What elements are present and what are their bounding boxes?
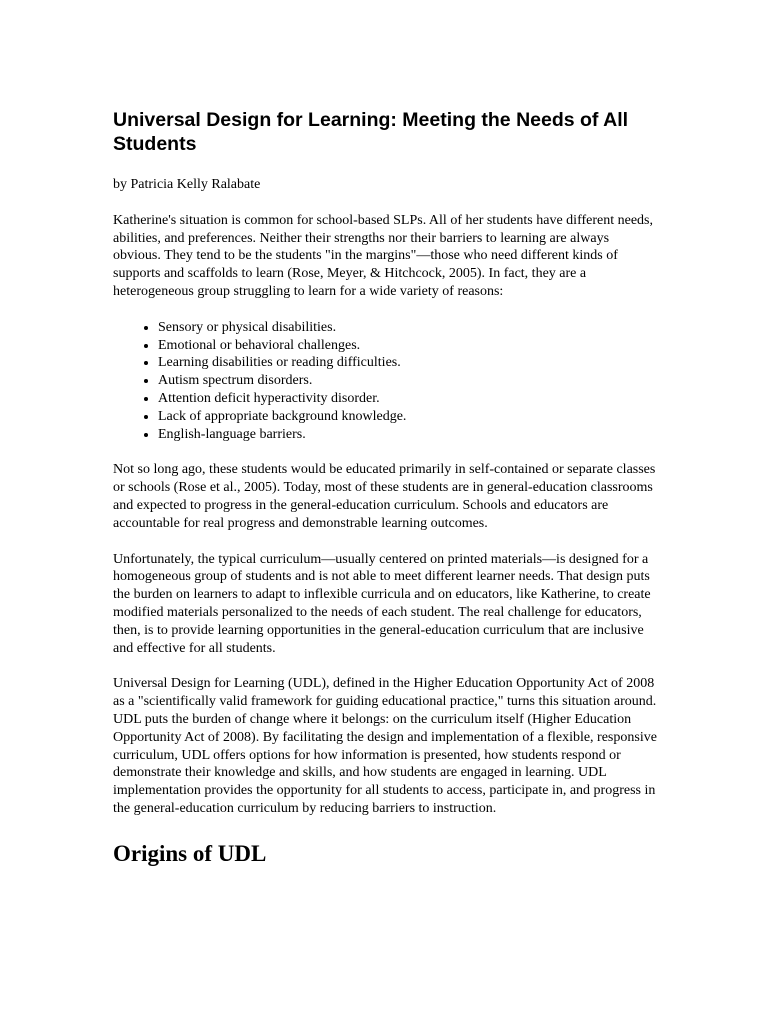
list-item: • Autism spectrum disorders.	[158, 372, 658, 390]
list-item: • Emotional or behavioral challenges.	[158, 337, 658, 355]
section-heading: Origins of UDL	[113, 840, 267, 866]
article	[113, 108, 658, 868]
article-title: Universal Design for Learning: Meeting the Needs of All Students	[113, 109, 629, 155]
list-item: • Sensory or physical disabilities.	[158, 319, 658, 337]
list-item: • Learning disabilities or reading difficulties.	[158, 354, 658, 372]
list-item: • Lack of appropriate background knowledge.	[158, 408, 658, 426]
list-item: • Attention deficit hyperactivity disorder.	[158, 390, 658, 408]
body-paragraph: Universal Design for Learning (UDL), defined in the Higher Education Opportunity Act of 2008 as a "scientifically valid framework for guiding educational practice," turns this situation around. UDL puts the burden of change where it belongs: on the curriculum itself (Higher Education Opportunity Act of 2008). By facilitating the design and implementation of a flexible, responsive curriculum, UDL offers options for how information is presented, how students respond or demonstrate their knowledge and skills, and how students are engaged in learning. UDL implementation provides the opportunity for all students to access, participate in, and progress in the general-education curriculum by reducing barriers to instruction.	[113, 676, 657, 816]
article-byline: by Patricia Kelly Ralabate	[113, 177, 261, 192]
list-item: • English-language barriers.	[158, 426, 658, 444]
reasons-list	[113, 319, 658, 444]
body-paragraph: Not so long ago, these students would be educated primarily in self-contained or separate classes or schools (Rose et al., 2005). Today, most of these students are in general-education classrooms and expected to progress in the general-education curriculum. Schools and educators are accountable for real progress and demonstrable learning outcomes.	[113, 462, 656, 531]
body-paragraph: Unfortunately, the typical curriculum—usually centered on printed materials—is designed for a homogeneous group of students and is not able to meet different learner needs. That design puts the burden on learners to adapt to inflexible curricula and on educators, like Katherine, to create modified materials personalized to the needs of each student. The real challenge for educators, then, is to provide learning opportunities in the general-education curriculum that are inclusive and effective for all students.	[113, 551, 651, 656]
intro-paragraph: Katherine's situation is common for school-based SLPs. All of her students have different needs, abilities, and preferences. Neither their strengths nor their barriers to learning are always obvious. They tend to be the students "in the margins"—those who need different kinds of supports and scaffolds to learn (Rose, Meyer, & Hitchcock, 2005). In fact, they are a heterogeneous group struggling to learn for a wide variety of reasons:	[113, 212, 653, 299]
